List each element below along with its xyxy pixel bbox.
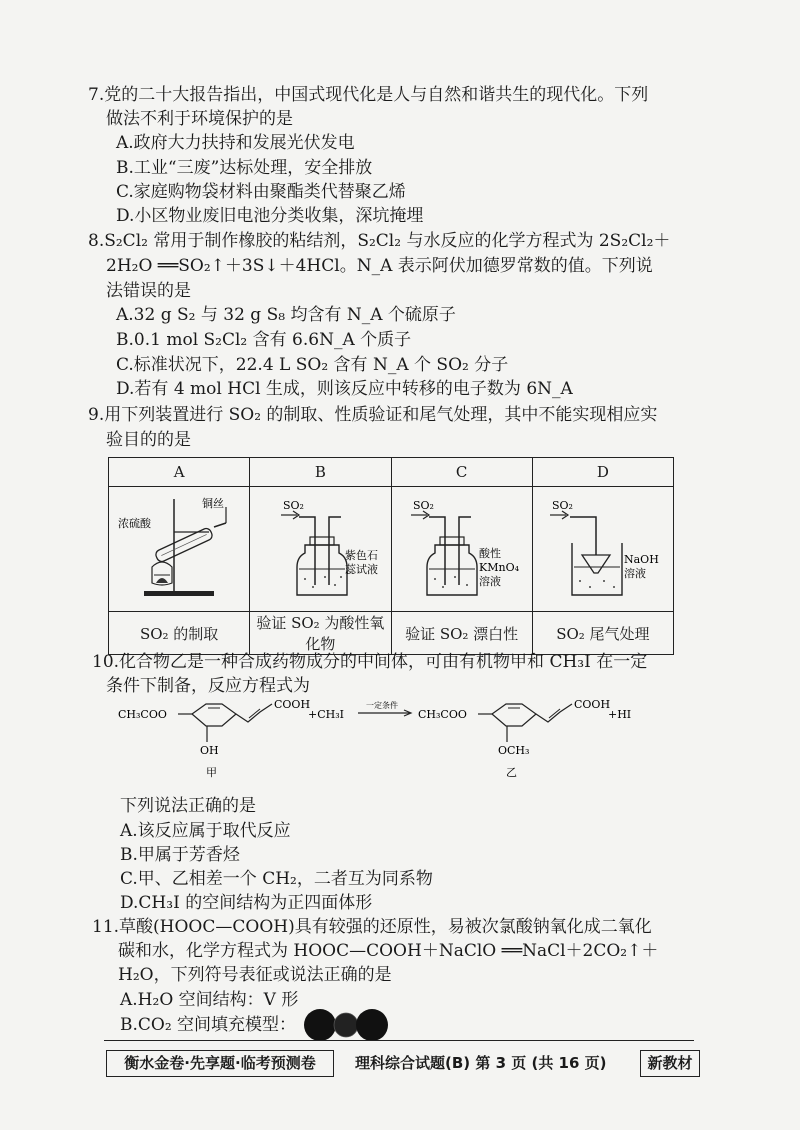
rxn-left-ester: CH₃COO: [118, 708, 167, 721]
q8-stem-line1: 8.S₂Cl₂ 常用于制作橡胶的粘结剂，S₂Cl₂ 与水反应的化学方程式为 2S₂Cl₂＋: [88, 231, 671, 251]
q10-option-b: B.甲属于芳香烃: [120, 845, 240, 865]
label-kmno4-1: 酸性: [478, 547, 501, 560]
q7-option-c: C.家庭购物袋材料由聚酯类代替聚乙烯: [116, 182, 406, 202]
label-b-so2: SO₂: [283, 499, 305, 512]
apparatus-d-drawing: [538, 487, 668, 607]
experiment-table: [108, 457, 674, 655]
rxn-och3: OCH₃: [498, 744, 530, 757]
q11-stem-line1: 11.草酸(HOOC—COOH)具有较强的还原性，易被次氯酸钠氧化成二氧化: [92, 917, 652, 937]
apparatus-b-drawing: [255, 487, 385, 607]
label-c-so2: SO₂: [412, 499, 434, 512]
col-d-header: D: [532, 458, 673, 487]
q9-stem-line1: 9.用下列装置进行 SO₂ 的制取、性质验证和尾气处理，其中不能实现相应实: [88, 405, 658, 425]
apparatus-a: [109, 487, 250, 612]
footer-rule: [104, 1040, 694, 1041]
rxn-yi-label: 乙: [506, 766, 517, 779]
footer-page-info: 理科综合试题(B) 第 3 页 (共 16 页): [355, 1054, 607, 1072]
apparatus-d: [532, 487, 673, 612]
rxn-cooh-left: COOH: [274, 698, 311, 711]
rxn-plus-ch3i: +CH₃I: [308, 708, 344, 721]
q7-stem-line2: 做法不利于环境保护的是: [106, 109, 293, 129]
rxn-cooh-right: COOH: [574, 698, 611, 711]
label-litmus-1: 紫色石: [345, 549, 379, 562]
col-a-purpose: SO₂ 的制取: [109, 612, 250, 655]
rxn-jia-label: 甲: [206, 766, 217, 779]
rxn-plus-hi: +HI: [608, 708, 632, 721]
col-d-purpose: SO₂ 尾气处理: [532, 612, 673, 655]
col-b-purpose: 验证 SO₂ 为酸性氧化物: [250, 612, 391, 655]
q8-option-b: B.0.1 mol S₂Cl₂ 含有 6.6N_A 个质子: [116, 330, 412, 350]
col-b-header: B: [250, 458, 391, 487]
apparatus-a-drawing: [114, 487, 244, 607]
q11-stem-line3: H₂O，下列符号表征或说法正确的是: [118, 965, 392, 985]
q10-prompt: 下列说法正确的是: [120, 796, 256, 816]
q10-stem-line1: 10.化合物乙是一种合成药物成分的中间体，可由有机物甲和 CH₃I 在一定: [92, 652, 648, 672]
co2-space-filling-model: [302, 1008, 392, 1042]
label-d-so2: SO₂: [551, 499, 573, 512]
benzene-ring-left: [192, 704, 236, 726]
reaction-equation: [118, 698, 678, 790]
rxn-condition: 一定条件: [366, 701, 398, 710]
q7-option-b: B.工业“三废”达标处理，安全排放: [116, 158, 373, 178]
q8-stem-line2: 2H₂O ══SO₂↑＋3S↓＋4HCl。N_A 表示阿伏加德罗常数的值。下列说: [106, 256, 653, 276]
q10-option-a: A.该反应属于取代反应: [120, 821, 291, 841]
apparatus-c-drawing: [397, 487, 527, 607]
col-c-purpose: 验证 SO₂ 漂白性: [391, 612, 532, 655]
col-c-header: C: [391, 458, 532, 487]
apparatus-c: [391, 487, 532, 612]
q11-option-b: B.CO₂ 空间填充模型：: [120, 1015, 297, 1035]
label-kmno4-3: 溶液: [478, 575, 501, 588]
footer-series: 衡水金卷·先享题·临考预测卷: [106, 1050, 334, 1077]
rxn-right-ester: CH₃COO: [418, 708, 467, 721]
q7-stem-line1: 7.党的二十大报告指出，中国式现代化是人与自然和谐共生的现代化。下列: [88, 85, 649, 105]
q10-option-c: C.甲、乙相差一个 CH₂，二者互为同系物: [120, 869, 433, 889]
q10-stem-line2: 条件下制备，反应方程式为: [106, 676, 310, 696]
q10-option-d: D.CH₃I 的空间结构为正四面体形: [120, 893, 373, 913]
q11-option-a: A.H₂O 空间结构：V 形: [120, 990, 299, 1010]
apparatus-b: [250, 487, 391, 612]
label-naoh-2: 溶液: [623, 567, 646, 580]
col-a-header: A: [109, 458, 250, 487]
q8-stem-line3: 法错误的是: [106, 281, 191, 301]
q7-option-a: A.政府大力扶持和发展光伏发电: [116, 133, 355, 153]
q8-option-d: D.若有 4 mol HCl 生成，则该反应中转移的电子数为 6N_A: [116, 379, 573, 399]
footer-badge: 新教材: [640, 1050, 700, 1077]
q8-option-a: A.32 g S₂ 与 32 g S₈ 均含有 N_A 个硫原子: [116, 305, 456, 325]
label-copper-wire: 铜丝: [202, 497, 225, 510]
label-litmus-2: 蕊试液: [345, 563, 379, 576]
label-kmno4-2: KMnO₄: [478, 561, 519, 574]
q9-stem-line2: 验目的的是: [106, 430, 191, 450]
q8-option-c: C.标准状况下，22.4 L SO₂ 含有 N_A 个 SO₂ 分子: [116, 355, 509, 375]
label-conc-h2so4: 浓硫酸: [118, 517, 152, 530]
benzene-ring-right: [492, 704, 536, 726]
rxn-oh: OH: [200, 744, 219, 757]
label-naoh-1: NaOH: [623, 553, 659, 566]
q7-option-d: D.小区物业废旧电池分类收集，深坑掩埋: [116, 206, 424, 226]
q11-stem-line2: 碳和水，化学方程式为 HOOC—COOH＋NaClO ══NaCl＋2CO₂↑＋: [118, 941, 659, 961]
